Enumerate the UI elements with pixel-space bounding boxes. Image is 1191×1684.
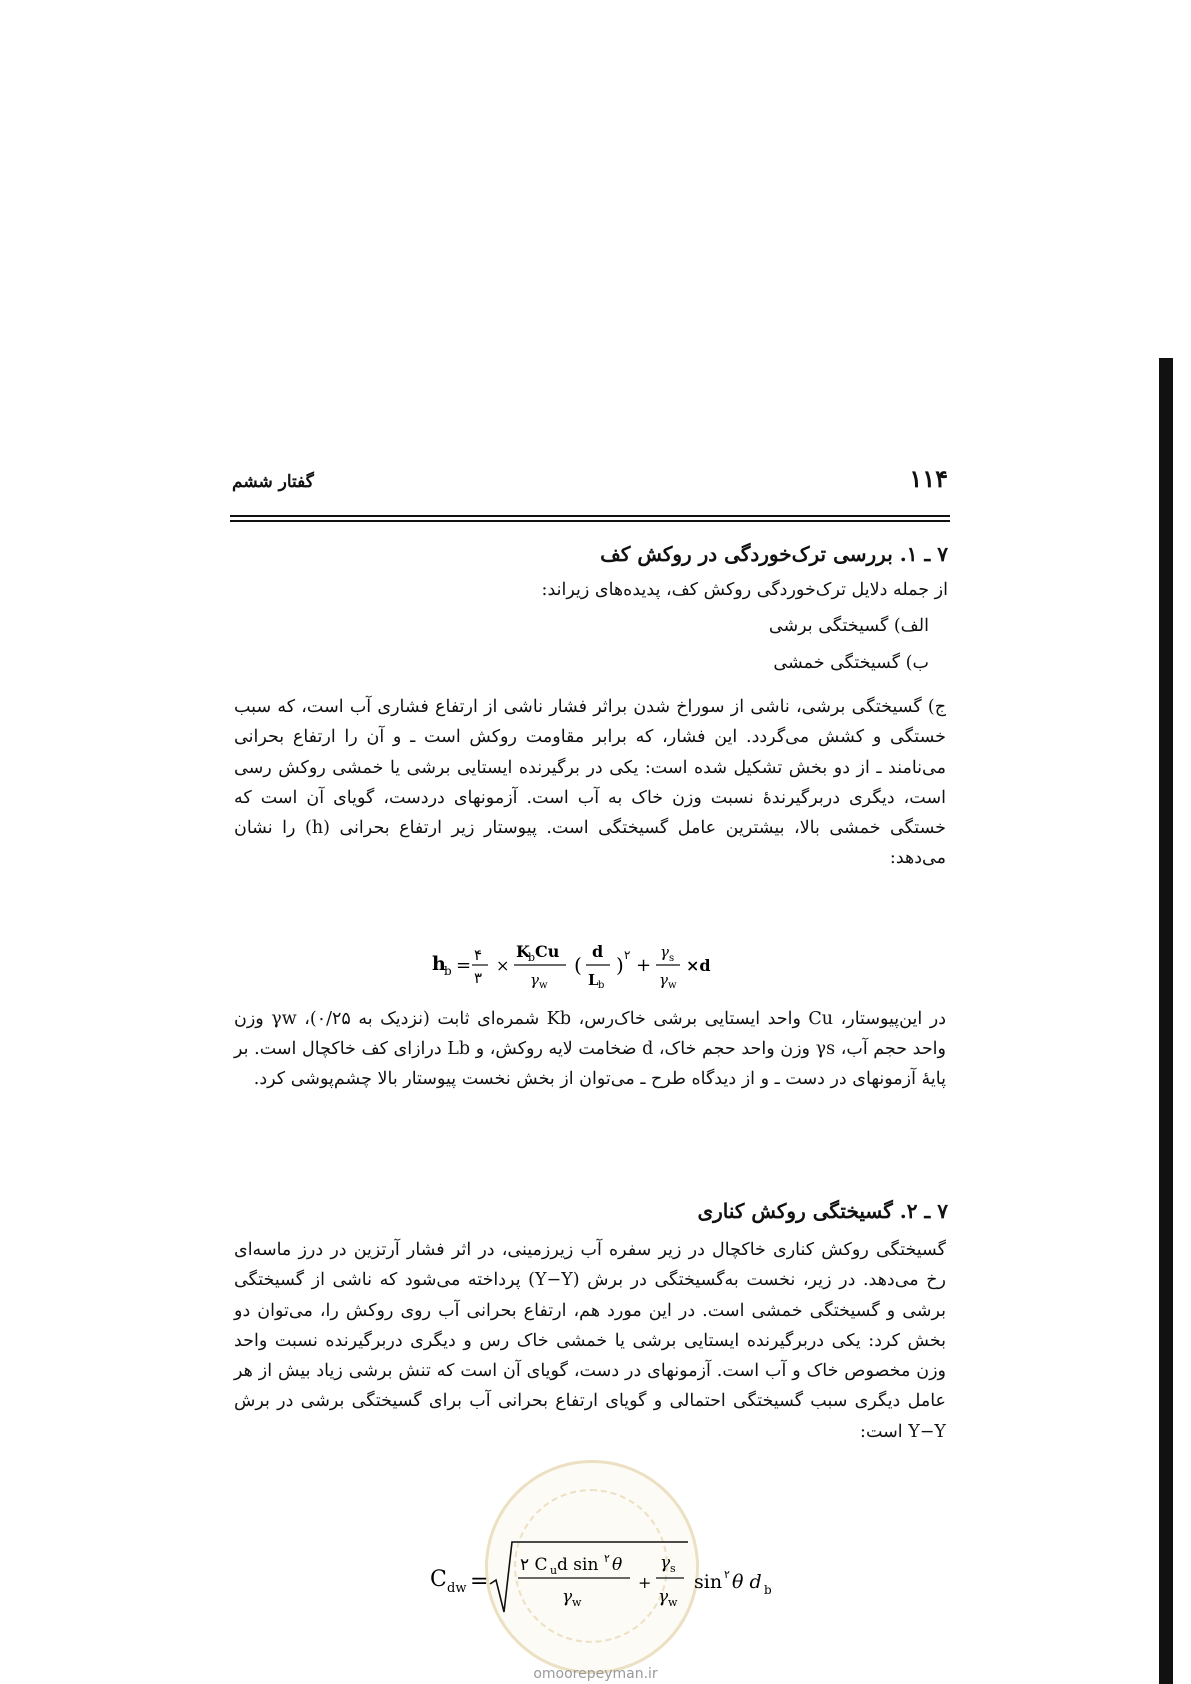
f1-num-cu: Cu (535, 942, 560, 961)
f2-lhs: C (430, 1567, 447, 1592)
header-rule-bottom (230, 520, 950, 522)
f1-num-k: K (516, 942, 530, 961)
f1-frac2-den-sub: b (598, 980, 605, 991)
f2-tail-sub: b (764, 1583, 772, 1597)
f2-num2-sub: s (670, 1562, 676, 1575)
page-number: ۱۱۴ (909, 464, 948, 493)
svg-text:+: + (636, 955, 652, 976)
f2-tail-pow: ۲ (724, 1568, 730, 1581)
page-header (232, 464, 948, 504)
f1-den-gamma-sub: w (539, 980, 548, 991)
svg-text:×: × (496, 956, 510, 975)
f1-paren-close: ) (616, 953, 624, 977)
f1-power: ۲ (624, 948, 631, 962)
f2-lhs-sub: dw (447, 1581, 467, 1596)
formula-explanation: در این‌پیوستار، Cu واحد ایستایی برشی خاک‌رس، Kb شمره‌ای ثابت (نزدیک به ۰/۲۵)، γw وزن واحد حجم آب، γs وزن واحد حجم خاک، d ضخامت لایه روکش، و Lb درازای کف خاکچال است. بر پایهٔ آزمونهای در دست ـ و از دیدگاه طرح ـ می‌توان از بخش نخست پیوستار بالا چشم‌پوشی کرد. (234, 1009, 946, 1089)
f1-num-k-sub: b (528, 951, 536, 964)
f2-den2: γ (658, 1587, 669, 1607)
list-item-b: ب) گسیختگی خمشی (773, 653, 929, 673)
svg-text:+: + (638, 1573, 652, 1592)
f2-den1: γ (562, 1587, 573, 1607)
lateral-critical-formula (426, 1536, 786, 1618)
f1-frac3-den-sub: w (668, 980, 677, 991)
f1-lhs: h (432, 953, 446, 975)
f2-den2-sub: w (668, 1596, 678, 1609)
f1-lhs-sub: b (444, 964, 452, 978)
f1-frac3-num-sub: s (669, 953, 675, 964)
chapter-title: گفتار ششم (232, 472, 314, 492)
f2-num1-pow: ۲ (604, 1552, 610, 1565)
f1-coef-num: ۴ (474, 946, 483, 964)
section-heading-7-2: ۷ ـ ۲. گسیختگی روکش کناری (697, 1199, 948, 1223)
critical-height-formula (430, 935, 770, 993)
f2-num1: ۲ C (520, 1555, 548, 1575)
f1-frac3-num: γ (660, 943, 669, 961)
f1-frac3-den: γ (659, 971, 668, 989)
f2-num1-tail: d sin (557, 1555, 599, 1575)
section2-body: گسیختگی روکش کناری خاکچال در زیر سفره آب زیرزمینی، در اثر فشار آرتزین در درز ماسه‌ای رخ می‌دهد. در زیر، نخست به‌گسیختگی در برش (Y−Y) پرداخته می‌شود که ناشی از گسیختگی برشی و گسیختگی خمشی است. در این مورد هم، ارتفاع بحرانی آب روی روکش را، می‌توان دو بخش کرد: یکی دربرگیرنده ایستایی برشی یا خمشی خاک رس و دیگری دربرگیرنده نسبت واحد وزن مخصوص خاک و آب است. آزمونهای در دست، گویای آن است که تنش برشی زیاد بیش از هر عامل دیگری سبب گسیختگی احتمالی و گویای ارتفاع بحرانی آب برای گسیختگی برشی در برش Y−Y است: (234, 1240, 947, 1442)
watermark-url: omoorepeyman.ir (533, 1666, 658, 1682)
svg-text:=: = (456, 955, 472, 976)
f2-num1-sub: u (550, 1564, 558, 1577)
f1-paren-open: ( (574, 953, 582, 977)
f2-tail-theta: θ d (732, 1571, 762, 1593)
header-rule-top (230, 515, 950, 517)
f2-num1-theta: θ (612, 1555, 623, 1575)
f2-num2: γ (660, 1553, 671, 1573)
list-item-a: الف) گسیختگی برشی (768, 616, 929, 636)
paragraph-c: ج) گسیختگی برشی، ناشی از سوراخ شدن براثر فشار ناشی از ارتفاع فشاری آب است، که سبب خستگی و کشش می‌گردد. این فشار، که برابر مقاومت روکش است ـ و آن را ارتفاع بحرانی می‌نامند ـ از دو بخش تشکیل شده است: یکی در برگیرنده ایستایی برشی یا خمشی روکش رسی است، دیگری دربرگیرندهٔ نسبت وزن خاک به آب است. آزمونهای دردست، گویای آن است که خستگی خمشی بالا، بیشترین عامل گسیختگی است. پیوستار زیر ارتفاع بحرانی (h) را نشان می‌دهد: (234, 697, 947, 869)
f1-den-gamma: γ (530, 971, 539, 989)
f1-frac2-num: d (592, 942, 604, 961)
f2-den1-sub: w (572, 1596, 582, 1609)
page-edge-bar (1159, 358, 1173, 1684)
f1-frac2-den: L (588, 971, 599, 989)
f1-tail: ×d (686, 956, 711, 975)
svg-text:=: = (470, 1569, 489, 1594)
f1-coef-den: ۳ (474, 969, 483, 987)
section-heading-7-1: ۷ ـ ۱. بررسی ترک‌خوردگی در روکش کف (600, 542, 948, 566)
f2-tail: sin (694, 1571, 723, 1593)
section1-intro: از جمله دلایل ترک‌خوردگی روکش کف، پدیده‌های زیراند: (541, 580, 948, 600)
